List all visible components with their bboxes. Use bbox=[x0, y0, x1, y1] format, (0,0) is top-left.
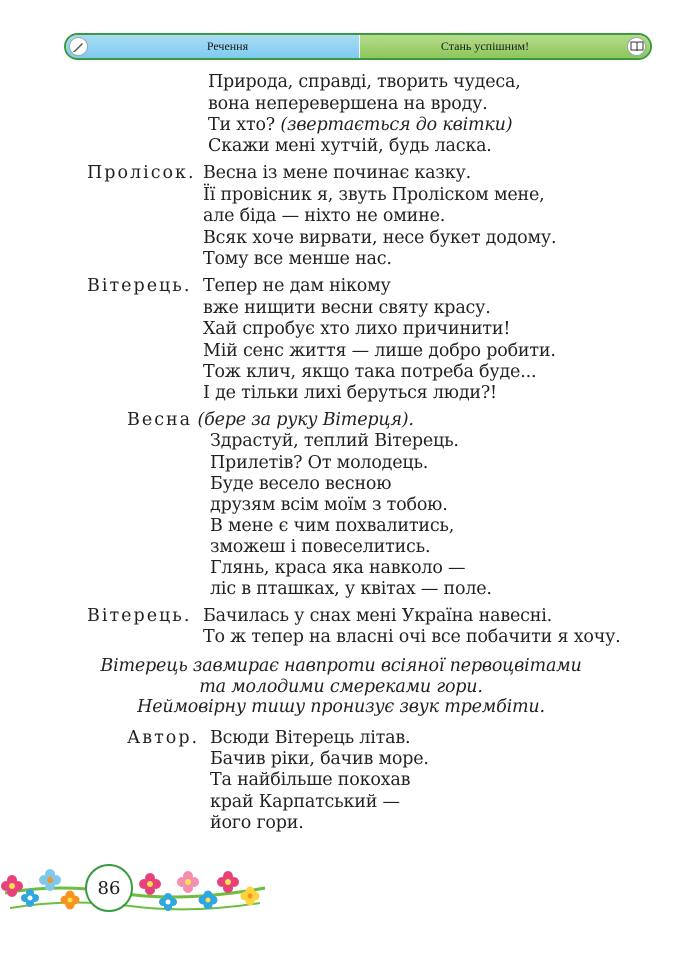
speaker-name: Пролісок. bbox=[87, 163, 196, 183]
text-line: Здрастуй, теплий Вітерець. bbox=[210, 431, 459, 451]
speaker-name: Автор. bbox=[127, 728, 200, 748]
text-line: Прилетів? От молодець. bbox=[210, 453, 429, 473]
text-line: край Карпатський — bbox=[210, 792, 400, 812]
text-line: вона неперевершена на вроду. bbox=[208, 94, 488, 114]
text-line: Буде весело весною bbox=[210, 474, 392, 494]
flower-icon bbox=[1, 875, 23, 897]
text-line: Тепер не дам нікому bbox=[203, 276, 391, 296]
text-line: В мене є чим похвалитись, bbox=[210, 516, 455, 536]
header-right-label: Стань успішним! bbox=[440, 39, 530, 53]
text-line: друзям всім моїм з тобою. bbox=[210, 495, 448, 515]
stage-note: (бере за руку Вітерця). bbox=[197, 410, 414, 430]
speaker-name: Вітерець. bbox=[87, 606, 192, 626]
text-segment: Ти хто? bbox=[208, 115, 275, 135]
header-left-label: Речення bbox=[206, 39, 249, 53]
text-line bbox=[208, 115, 512, 136]
book-icon bbox=[627, 37, 646, 56]
text-line bbox=[127, 410, 414, 431]
page-number bbox=[85, 864, 133, 912]
text-line: Тому все менше нас. bbox=[203, 249, 392, 269]
text-line: Хай спробує хто лихо причинити! bbox=[203, 319, 511, 339]
stage-direction-line: та молодими смереками гори. bbox=[199, 677, 483, 697]
text-line: зможеш і повеселитись. bbox=[210, 537, 431, 557]
text-line: Весна із мене починає казку. bbox=[203, 163, 471, 183]
text-line: Її провісник я, звуть Проліском мене, bbox=[203, 185, 545, 205]
flower-icon bbox=[61, 891, 80, 910]
flower-icon bbox=[139, 873, 161, 895]
text-line: Тож клич, якщо така потреба буде... bbox=[203, 362, 537, 382]
flower-icon bbox=[199, 891, 218, 910]
text-line: але біда — ніхто не омине. bbox=[203, 206, 446, 226]
text-line: Бачилась у снах мені Україна навесні. bbox=[203, 606, 552, 626]
text-line: Бачив ріки, бачив море. bbox=[210, 749, 429, 769]
text-line: Природа, справді, творить чудеса, bbox=[208, 72, 521, 92]
pen-icon bbox=[69, 37, 88, 56]
stage-note: (звертається до квітки) bbox=[280, 115, 513, 135]
text-line: Мій сенс життя — лише добро робити. bbox=[203, 341, 556, 361]
stage-direction-line: Неймовірну тишу пронизує звук трембіти. bbox=[137, 697, 545, 717]
text-line: Скажи мені хутчій, будь ласка. bbox=[208, 136, 492, 156]
header-section-right bbox=[360, 35, 650, 58]
flower-icon bbox=[177, 871, 199, 893]
flower-icon bbox=[217, 871, 239, 893]
flowers-border bbox=[0, 858, 270, 918]
text-line: Всяк хоче вирвати, несе букет додому. bbox=[203, 228, 557, 248]
text-line: вже нищити весни святу красу. bbox=[203, 298, 491, 318]
text-line: Та найбільше покохав bbox=[210, 770, 411, 790]
header-section-left bbox=[66, 35, 360, 58]
text-line: Глянь, краса яка навколо — bbox=[210, 558, 466, 578]
speaker-name: Вітерець. bbox=[87, 276, 192, 296]
page-header bbox=[64, 33, 652, 60]
text-line: ліс в пташках, у квітах — поле. bbox=[210, 579, 492, 599]
stage-direction-line: Вітерець завмирає навпроти всіяної первоцвітами bbox=[100, 656, 582, 676]
page-number-text: 86 bbox=[97, 877, 121, 899]
text-line: То ж тепер на власні очі все побачити я хочу. bbox=[203, 627, 621, 647]
text-line: Всюди Вітерець літав. bbox=[210, 728, 411, 748]
text-line: І де тільки лихі беруться люди?! bbox=[203, 383, 497, 403]
speaker-name: Весна bbox=[127, 410, 193, 430]
text-line: його гори. bbox=[210, 813, 304, 833]
